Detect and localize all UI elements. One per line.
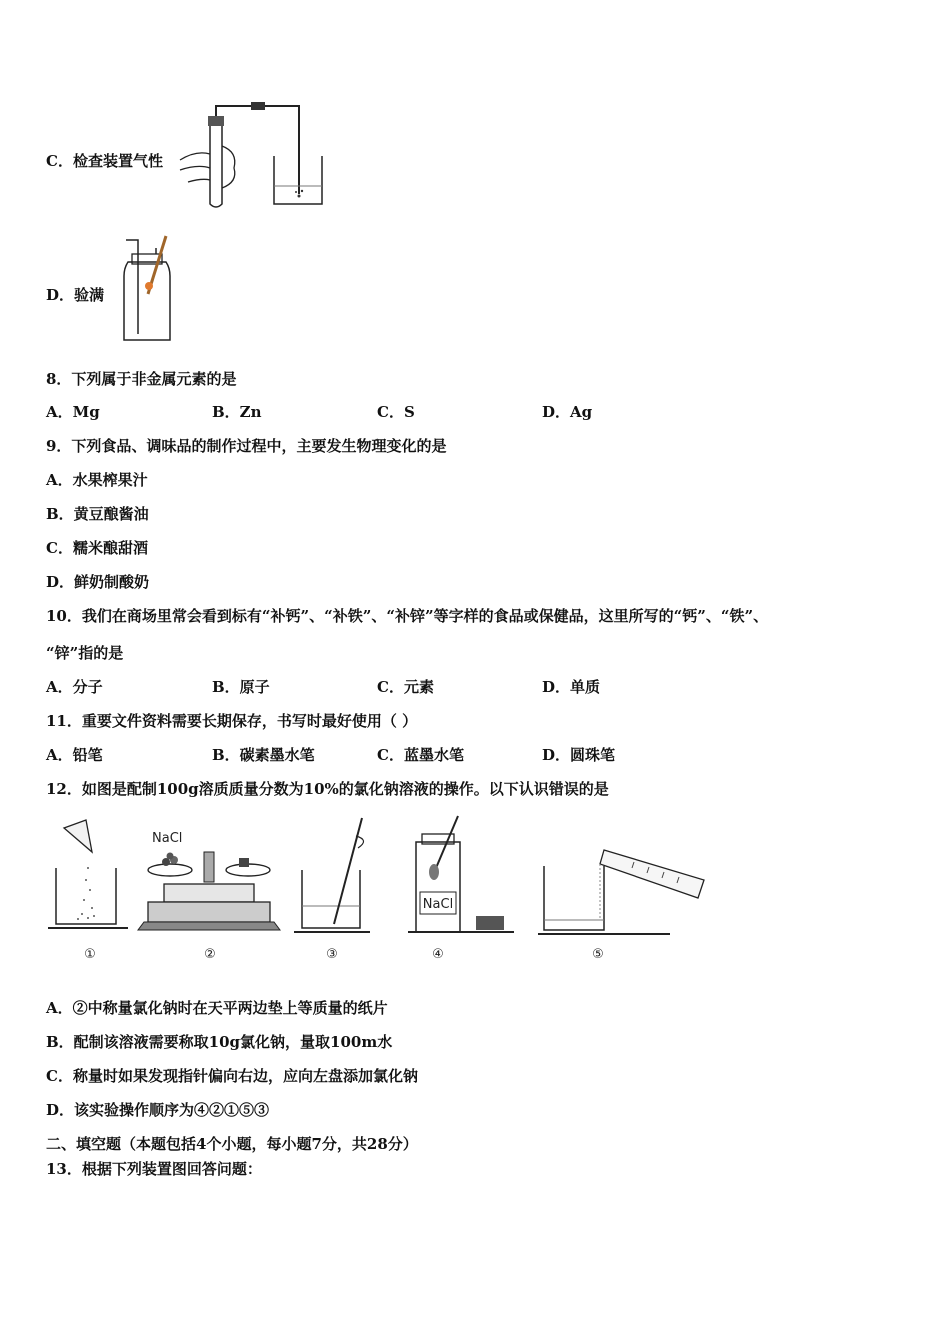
q11-option-d: D．圆珠笔 (542, 746, 616, 764)
step-1-pour-salt-illustration (48, 820, 128, 962)
q10-option-b: B．原子 (212, 678, 270, 696)
q9-option-c: C．糯米酿甜酒 (46, 539, 148, 557)
q8-option-c: C．S (377, 403, 415, 421)
q12-option-a: A．②中称量氯化钠时在天平两边垫上等质量的纸片 (46, 999, 388, 1017)
q10-option-c: C．元素 (377, 678, 434, 696)
q9-stem: 9．下列食品、调味品的制作过程中，主要发生物理变化的是 (46, 437, 447, 455)
q12-stem: 12．如图是配制100g溶质质量分数为10%的氯化钠溶液的操作。以下认识错误的是 (46, 780, 609, 798)
step-4-reagent-bottle-illustration (408, 816, 514, 962)
step-5-pour-water-illustration (538, 850, 704, 962)
q7-option-c: C．检查装置气性 (46, 152, 163, 170)
figure-label-1: ① (84, 947, 96, 962)
step-2-balance-illustration (138, 831, 280, 962)
q11-option-b: B．碳素墨水笔 (212, 746, 315, 764)
gas-bottle-check-figure (118, 234, 178, 344)
figure-label-2: ② (204, 947, 216, 962)
q9-option-d: D．鲜奶制酸奶 (46, 573, 150, 591)
q12-option-d: D．该实验操作顺序为④②①⑤③ (46, 1101, 270, 1119)
figure-label-3: ③ (326, 947, 338, 962)
q8-option-b: B．Zn (212, 403, 262, 421)
q10-option-a: A．分子 (46, 678, 103, 696)
figure-label-5: ⑤ (592, 947, 604, 962)
q11-stem: 11．重要文件资料需要长期保存，书写时最好使用（ ） (46, 712, 418, 730)
section-2-heading: 二、填空题（本题包括4个小题，每小题7分，共28分） (46, 1135, 418, 1153)
step-3-stirring-illustration (294, 818, 370, 962)
q12-option-c: C．称量时如果发现指针偏向右边，应向左盘添加氯化钠 (46, 1067, 418, 1085)
q8-option-a: A．Mg (46, 403, 100, 421)
q7-option-d: D．验满 (46, 286, 105, 304)
bottle-nacl-label: NaCl (422, 897, 454, 912)
q11-option-a: A．铅笔 (46, 746, 103, 764)
q8-option-d: D．Ag (542, 403, 593, 421)
q11-option-c: C．蓝墨水笔 (377, 746, 464, 764)
balance-nacl-label: NaCl (152, 831, 183, 846)
q10-option-d: D．单质 (542, 678, 601, 696)
q12-option-b: B．配制该溶液需要称取10g氯化钠，量取100m水 (46, 1033, 393, 1051)
q13-stem: 13．根据下列装置图回答问题： (46, 1160, 262, 1178)
q9-option-b: B．黄豆酿酱油 (46, 505, 149, 523)
q10-stem-line2: “锌”指的是 (46, 644, 124, 662)
figure-label-4: ④ (432, 947, 444, 962)
q9-option-a: A．水果榨果汁 (46, 471, 148, 489)
airtightness-check-figure (176, 98, 326, 210)
solution-prep-figure (44, 812, 714, 972)
q8-stem: 8．下列属于非金属元素的是 (46, 370, 237, 388)
q10-stem-line1: 10．我们在商场里常会看到标有“补钙”、“补铁”、“补锌”等字样的食品或保健品，这里所写的“钙”、“铁”、 (46, 607, 769, 625)
